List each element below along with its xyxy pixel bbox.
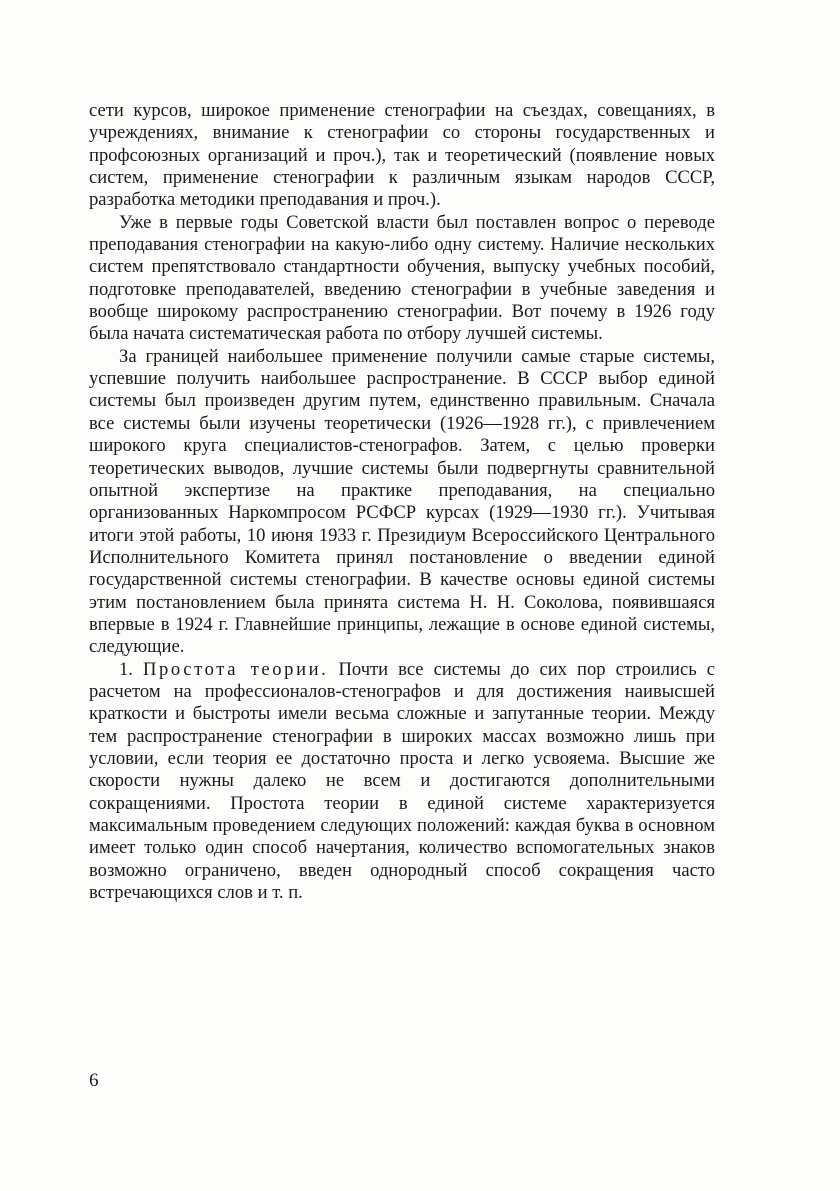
paragraph-4: [89, 659, 715, 905]
body-text: [89, 100, 715, 904]
page-number: 6: [89, 1070, 99, 1091]
section-heading: Простота теории.: [142, 658, 329, 680]
paragraph-2: Уже в первые годы Советской власти был поставлен вопрос о переводе преподавания стенографии на какую-либо одну систему. Наличие нескольких систем препятствовало стандартности обучения, выпуску учебных пособий, подготовке преподавателей, введению стенографии в учебные заведения и вообще широкому распространению стенографии. Вот почему в 1926 году была начата систематическая работа по отбору лучшей системы.: [89, 211, 715, 345]
section-number: 1.: [119, 658, 143, 680]
paragraph-3: За границей наибольшее применение получили самые старые системы, успевшие получить наибольшее распространение. В СССР выбор единой системы был произведен другим путем, единственно правильным. Сначала все системы были изучены теоретически (1926—1928 гг.), с привлечением широкого круга специалистов-стенографов. Затем, с целью проверки теоретических выводов, лучшие системы были подвергнуты сравнительной опытной экспертизе на практике преподавания, на специально организованных Наркомпросом РСФСР курсах (1929—1930 гг.). Учитывая итоги этой работы, 10 июня 1933 г. Президиум Всероссийского Центрального Исполнительного Комитета принял постановление о введении единой государственной системы стенографии. В качестве основы единой системы этим постановлением была принята система Н. Н. Соколова, появившаяся впервые в 1924 г. Главнейшие принципы, лежащие в основе единой системы, следующие.: [89, 345, 715, 658]
paragraph-4-text: Почти все системы до сих пор строились с расчетом на профессионалов-стенографов и для достижения наивысшей краткости и быстроты имели весьма сложные и запутанные теории. Между тем распространение стенографии в широких массах возможно лишь при условии, если теория ее достаточно проста и легко усвояема. Высшие же скорости нужны далеко не всем и достигаются дополнительными сокращениями. Простота теории в единой системе характеризуется максимальным проведением следующих положений: каждая буква в основном имеет только один способ начертания, количество вспомогательных знаков возможно ограничено, введен однородный способ сокращения часто встречающихся слов и т. п.: [89, 658, 716, 904]
paragraph-1: сети курсов, широкое применение стенографии на съездах, совещаниях, в учреждениях, внимание к стенографии со стороны государственных и профсоюзных организаций и проч.), так и теоретический (появление новых систем, применение стенографии к различным языкам народов СССР, разработка методики преподавания и проч.).: [89, 100, 715, 211]
